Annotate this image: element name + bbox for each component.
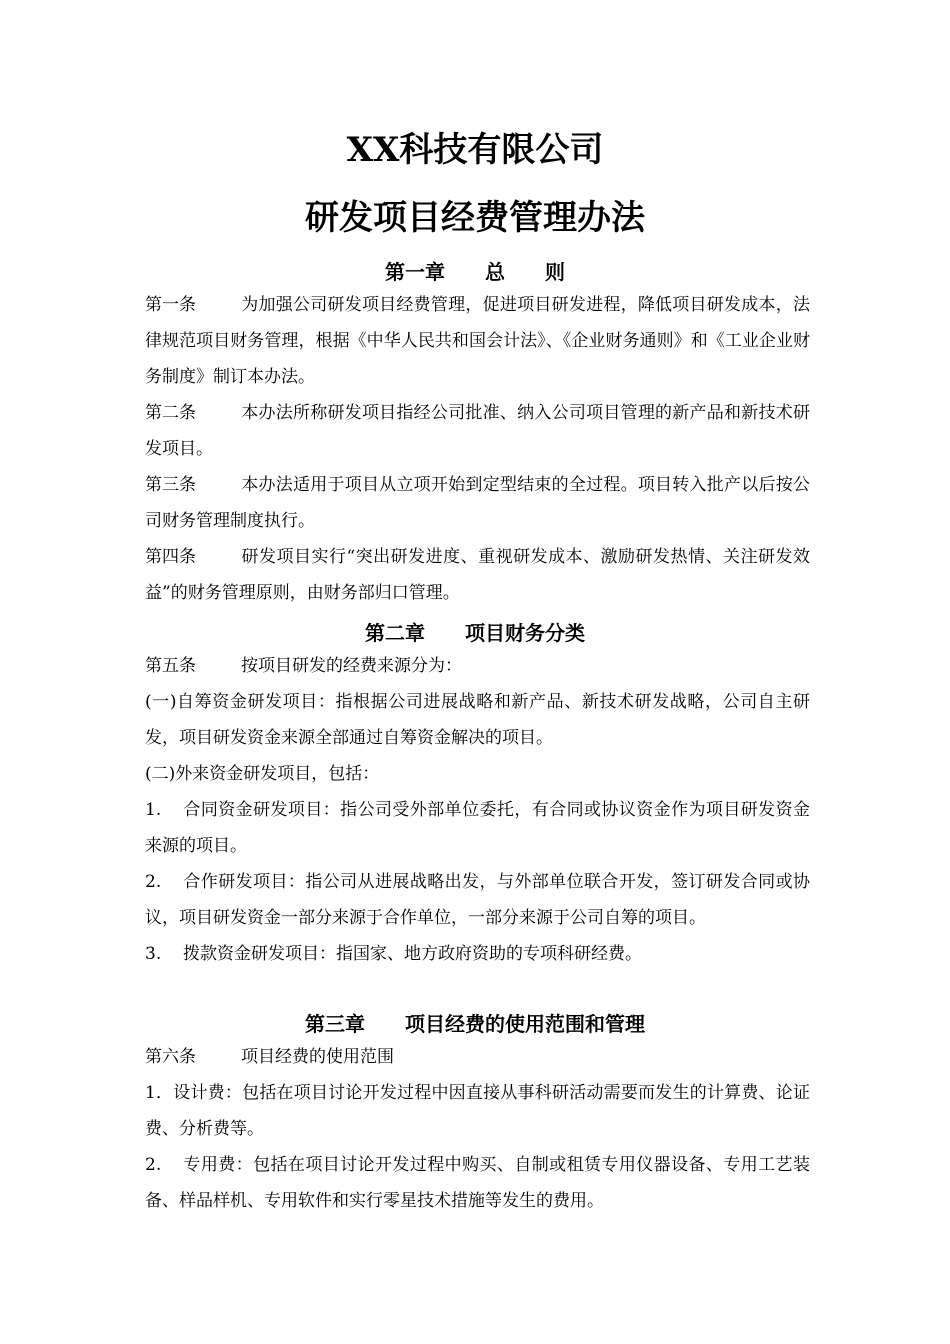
article-text: 为加强公司研发项目经费管理，促进项目研发进程，降低项目研发成本，法律规范项目财务管理，根据《中华人民共和国会计法》、《企业财务通则》和《工业企业财务制度》制订本办法。 (145, 295, 810, 387)
chapter-1-heading: 第一章 总 则 (385, 260, 565, 284)
list-item-contract-funded (145, 792, 810, 864)
article-5 (145, 648, 810, 684)
article-text: 本办法适用于项目从立项开始到定型结束的全过程。项目转入批产以后按公司财务管理制度执行。 (145, 475, 810, 531)
clause-self-funded: (一)自筹资金研发项目：指根据公司进展战略和新产品、新技术研发战略，公司自主研发，项目研发资金来源全部通过自筹资金解决的项目。 (145, 692, 810, 748)
list-text: 合作研发项目：指公司从进展战略出发，与外部单位联合开发，签订研发合同或协议，项目研发资金一部分来源于合作单位，一部分来源于公司自筹的项目。 (145, 872, 810, 928)
list-number: 1. (145, 800, 162, 820)
article-label: 第二条 (145, 403, 196, 423)
article-text: 按项目研发的经费来源分为： (241, 656, 462, 676)
clause-external-funded: (二)外来资金研发项目，包括： (145, 764, 380, 784)
article-3 (145, 467, 810, 539)
list-text: 专用费：包括在项目讨论开发过程中购买、自制或租赁专用仪器设备、专用工艺装备、样品样机、专用软件和实行零星技术措施等发生的费用。 (145, 1155, 810, 1211)
article-4 (145, 539, 810, 611)
chapter-3-body (145, 1039, 810, 1219)
article-6 (145, 1039, 810, 1075)
document-title: 研发项目经费管理办法 (305, 198, 645, 238)
article-label: 第六条 (145, 1047, 196, 1067)
article-label: 第一条 (145, 295, 196, 315)
article-1 (145, 287, 810, 395)
article-label: 第三条 (145, 475, 196, 495)
list-item-cooperative (145, 864, 810, 936)
article-text: 研发项目实行“突出研发进度、重视研发成本、激励研发热情、关注研发效益”的财务管理原则，由财务部归口管理。 (145, 547, 810, 603)
list-number: 2. (145, 872, 162, 892)
list-item-grant-funded (145, 936, 810, 972)
chapter-2-body (145, 648, 810, 972)
chapter-2-heading: 第二章 项目财务分类 (365, 621, 585, 645)
article-text: 项目经费的使用范围 (241, 1047, 394, 1067)
article-label: 第四条 (145, 547, 196, 567)
article-2 (145, 395, 810, 467)
chapter-1-body (145, 287, 810, 611)
company-title: XX科技有限公司 (346, 130, 604, 170)
list-number: 2. (145, 1155, 162, 1175)
list-text: 合同资金研发项目：指公司受外部单位委托，有合同或协议资金作为项目研发资金来源的项目。 (145, 800, 810, 856)
list-text: 拨款资金研发项目：指国家、地方政府资助的专项科研经费。 (183, 944, 642, 964)
article-label: 第五条 (145, 656, 196, 676)
chapter-3-heading: 第三章 项目经费的使用范围和管理 (305, 1012, 645, 1036)
list-item-special-fee (145, 1147, 810, 1219)
list-item-design-fee: 1．设计费：包括在项目讨论开发过程中因直接从事科研活动需要而发生的计算费、论证费、分析费等。 (145, 1083, 810, 1139)
article-text: 本办法所称研发项目指经公司批准、纳入公司项目管理的新产品和新技术研发项目。 (145, 403, 810, 459)
list-number: 3. (145, 944, 162, 964)
